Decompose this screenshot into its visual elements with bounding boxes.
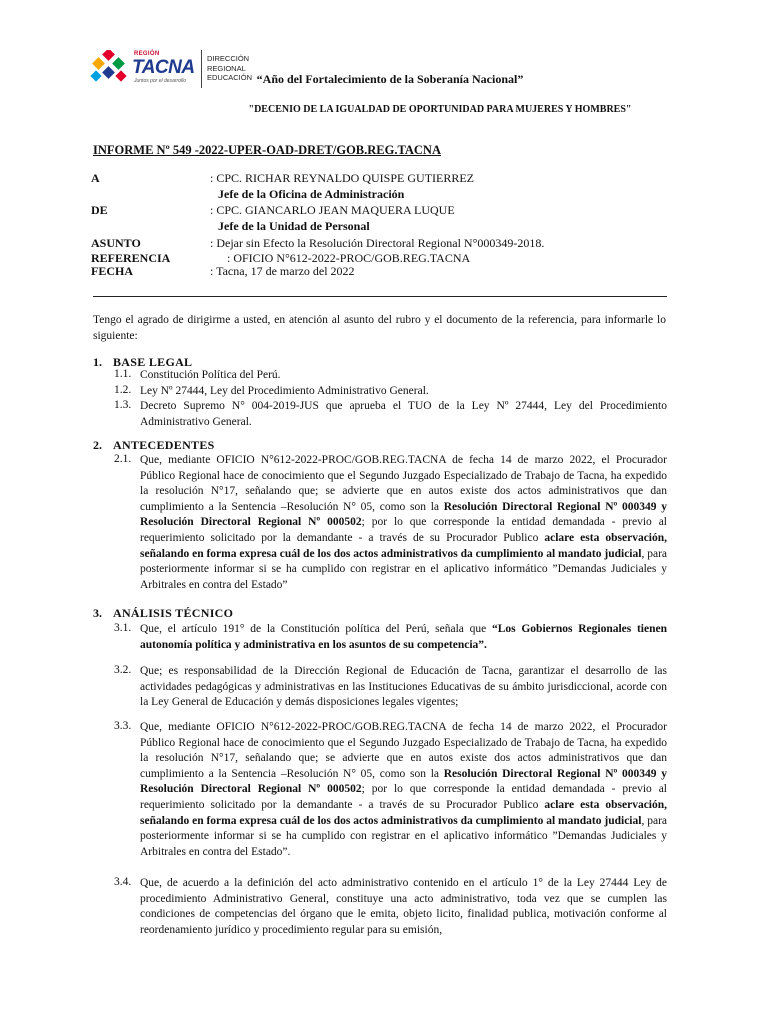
item-3-3-text	[140, 720, 667, 860]
item-1-1-text: Constitución Política del Perú.	[140, 369, 281, 381]
logo-region-text: REGIÓN	[134, 51, 160, 57]
report-title: INFORME Nº 549 -2022-UPER-OAD-DRET/GOB.REG.TACNA	[93, 143, 441, 157]
item-3-3-part-b: Resolución Directoral Regional Nº 000349 y Resolución Directoral Regional Nº 000502	[140, 767, 667, 796]
to-label: A	[91, 171, 100, 185]
decade-motto: "DECENIO DE LA IGUALDAD DE OPORTUNIDAD PARA MUJERES Y HOMBRES"	[248, 104, 632, 115]
item-3-2-text: Que; es responsabilidad de la Dirección Regional de Educación de Tacna, garantizar el desarrollo de las actividades pedagógicas y administrativas en las Instituciones Educativas de su ámbito jurisdiccional, acorde con la Ley General de Educación y demás disposiciones legales vigentes;	[140, 665, 667, 709]
item-3-3-part-c: ; por lo que corresponde la entidad demandada - previo al requerimiento solicitado por la demandante - a través de su Procurador Publico	[140, 783, 667, 811]
item-2-1-part-c: ; por lo que corresponde la entidad demandada - previo al requerimiento solicitado por la demandante - a través de su Procurador Publico	[140, 516, 667, 544]
item-3-1-part-a: Que, el artículo 191° de la Constitución política del Perú, señala que	[140, 623, 492, 635]
section-2-title: ANTECEDENTES	[113, 438, 215, 452]
item-2-1-part-e: , para posteriormente informar si se ha cumplido con registrar en el aplicativo informático ”Demandas Judiciales y Arbitrales en contra del Estado”	[140, 547, 667, 591]
from-role: Jefe de la Unidad de Personal	[218, 219, 370, 233]
item-3-3-part-a: Que, mediante OFICIO N°612-2022-PROC/GOB.REG.TACNA de fecha 14 de marzo 2022, el Procurador Público Regional hace de conocimiento que el Segundo Juzgado Especializado de Trabajo de Tacna, ha expedido la resolución N°17, señalando que; se advierte que en autos existe dos actos administrativos que dan cumplimiento a la Sentencia –Resolución N° 05, como son la	[140, 721, 667, 780]
item-2-1-number: 2.1.	[114, 453, 132, 465]
section-2-number: 2.	[93, 438, 102, 452]
item-2-1-part-b: Resolución Directoral Regional Nº 000349 y Resolución Directoral Regional Nº 000502	[140, 500, 667, 529]
item-2-1-part-d: aclare esta observación, señalando en forma expresa cuál de los dos actos administrativos da cumplimiento al mandato judicial	[140, 531, 668, 560]
header-divider	[93, 296, 667, 297]
section-1-number: 1.	[93, 355, 102, 369]
year-motto: “Año del Fortalecimiento de la Soberanía Nacional”	[256, 72, 524, 86]
item-1-2-text: Ley Nº 27444, Ley del Procedimiento Administrativo General.	[140, 385, 429, 397]
item-3-1-part-b: “Los Gobiernos Regionales tienen autonomía política y administrativa en los asuntos de su competencia”.	[140, 623, 668, 651]
item-1-3-text: Decreto Supremo N° 004-2019-JUS que aprueba el TUO de la Ley Nº 27444, Ley del Procedimiento Administrativo General.	[140, 400, 667, 428]
item-2-1-text	[140, 453, 667, 593]
item-2-1-part-a: Que, mediante OFICIO N°612-2022-PROC/GOB.REG.TACNA de fecha 14 de marzo 2022, el Procurador Público Regional hace de conocimiento que el Segundo Juzgado Especializado de Trabajo de Tacna, ha expedido la resolución N°17, señalando que; se advierte que en autos existe dos actos administrativos que dan cumplimiento a la Sentencia –Resolución N° 05, como son la	[140, 454, 667, 513]
item-1-1-number: 1.1.	[114, 368, 132, 380]
to-role: Jefe de la Oficina de Administración	[218, 187, 405, 201]
item-3-1-text	[140, 622, 667, 653]
item-3-3-part-d: aclare esta observación, señalando en forma expresa cuál de los dos actos administrativos da cumplimiento al mandato judicial	[140, 798, 668, 827]
logo-tagline: Juntos por el desarrollo	[134, 78, 186, 84]
reference-value: : OFICIO N°612-2022-PROC/GOB.REG.TACNA	[227, 251, 471, 265]
section-1-title: BASE LEGAL	[113, 355, 193, 369]
subject-value: : Dejar sin Efecto la Resolución Directoral Regional N°000349-2018.	[210, 236, 545, 250]
date-value: : Tacna, 17 de marzo del 2022	[210, 264, 355, 278]
item-3-3-number: 3.3.	[114, 720, 132, 732]
item-3-3-part-e: , para posteriormente informar si se ha cumplido con registrar en el aplicativo informático ”Demandas Judiciales y Arbitrales en contra del Estado”.	[140, 814, 667, 858]
date-label: FECHA	[91, 264, 133, 278]
to-name: : CPC. RICHAR REYNALDO QUISPE GUTIERREZ	[210, 171, 475, 185]
intro-paragraph: Tengo el agrado de dirigirme a usted, en atención al asunto del rubro y el documento de la referencia, para informarle lo siguiente:	[93, 314, 666, 342]
item-3-2-number: 3.2.	[114, 664, 132, 676]
item-1-2-number: 1.2.	[114, 384, 132, 396]
from-label: DE	[91, 203, 108, 217]
item-3-4-number: 3.4.	[114, 876, 132, 888]
from-name: : CPC. GIANCARLO JEAN MAQUERA LUQUE	[210, 203, 455, 217]
logo-dir-line-3: EDUCACIÓN	[207, 73, 253, 82]
section-3-title: ANÁLISIS TÉCNICO	[113, 606, 234, 620]
reference-label: REFERENCIA	[91, 251, 171, 265]
item-3-4-text: Que, de acuerdo a la definición del acto administrativo contenido en el artículo 1° de la Ley 27444 Ley de procedimiento Administrativo General, constituye una acto administrativo, toda vez que se cumplen las condiciones de competencias del órgano que le emita, objeto licito, finalidad publica, motivación conforme al reordenamiento jurídico y procedimiento regular para su emisión,	[140, 877, 667, 936]
subject-label: ASUNTO	[91, 236, 141, 250]
item-3-1-number: 3.1.	[114, 622, 132, 634]
section-3-number: 3.	[93, 606, 102, 620]
logo-name-text: TACNA	[132, 57, 195, 78]
logo-dir-line-2: REGIONAL	[207, 63, 246, 73]
logo-dir-line-1: DIRECCIÓN	[207, 54, 250, 63]
item-1-3-number: 1.3.	[114, 399, 132, 411]
